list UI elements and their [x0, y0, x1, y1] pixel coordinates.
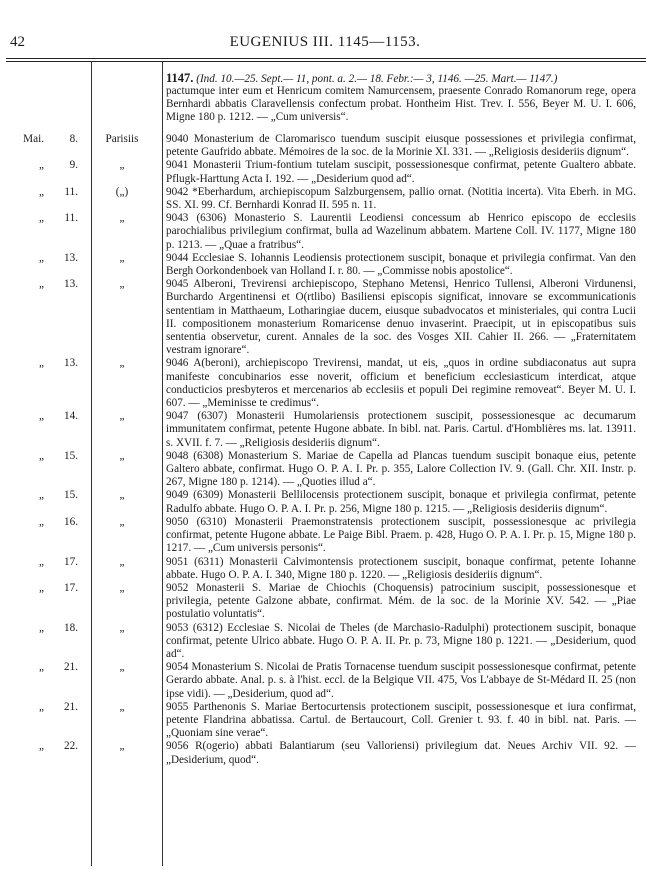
regest-entry: [0, 212, 650, 252]
regest-entry: [0, 410, 650, 450]
entry-month: „: [39, 621, 44, 634]
entry-text: 9053 (6312) Ecclesiae S. Nicolai de Theles (de Marchasio-Radulphi) protectionem suscipit, bonaque confirmat, petente Ulrico abbate. Hugo O. P. A. II. Pr. p. 73, Migne 180 p. 1221. — „Desiderium, quod ad“.: [166, 621, 636, 660]
year-number: 1147.: [166, 71, 194, 85]
regest-entry: [0, 516, 650, 556]
entry-place: „: [119, 410, 125, 423]
running-header: [0, 34, 650, 54]
regest-entry: [0, 556, 650, 582]
entry-text: 9048 (6308) Monasterium S. Mariae de Capella ad Plancas tuendum suscipit bonaque eius, petente Galtero abbate, confirmat. Hugo O. P. A. I. Pr. p. 355, Lalore Collection IV. 9. (Gall. Chr. XII. Instr. p. 267, Migne 180 p. 1214). — „Quoties illud a“.: [166, 449, 636, 489]
entry-month: „: [39, 159, 44, 172]
entry-place: „: [119, 449, 125, 462]
entry-text: 9041 Monasterii Trium-fontium tutelam suscipit, possessionesque confirmat, petente Gualtero abbate. Pflugk-Harttung Acta I. 192. — „Desiderium quod ad“.: [166, 159, 636, 185]
entry-month: „: [39, 251, 44, 264]
entry-day: 13.: [64, 251, 78, 264]
entry-month: „: [39, 740, 44, 753]
entry-day: 13.: [64, 278, 78, 291]
entry-day: 9.: [69, 159, 78, 172]
entry-text: 9049 (6309) Monasterii Bellilocensis protectionem suscipit, bonaque et privilegia confirmat, petente Radulfo abbate. Hugo O. P. A. I. Pr. p. 256, Migne 180 p. 1215. — „Religiosis desideriis dignum“.: [166, 489, 636, 515]
regest-entry: [0, 357, 650, 410]
entry-day: 15.: [64, 449, 78, 462]
regest-entry: [0, 252, 650, 278]
regest-entry: [0, 489, 650, 515]
entry-day: 16.: [64, 515, 78, 528]
entry-place: „: [119, 251, 125, 264]
header-rule-top: [6, 58, 646, 59]
regest-entry: [0, 582, 650, 622]
entry-day: 13.: [64, 357, 78, 370]
entry-month: „: [39, 410, 44, 423]
entry-month: „: [39, 661, 44, 674]
entry-place: „: [119, 661, 125, 674]
entry-place: „: [119, 212, 125, 225]
entry-place: „: [119, 740, 125, 753]
entry-day: 21.: [64, 700, 78, 713]
entry-day: 8.: [69, 133, 78, 145]
year-dates: (Ind. 10.—25. Sept.— 11, pont. a. 2.— 18. Febr.:— 3, 1146. —25. Mart.— 1147.): [196, 73, 558, 85]
entry-month: „: [39, 278, 44, 291]
regest-entry: [0, 186, 650, 212]
entry-place: „: [119, 515, 125, 528]
entry-text: 9046 A(beroni), archiepiscopo Trevirensi, mandat, ut eis, „quos in ordine subdiaconatus aut supra manifeste concubinarios esse noverit, officium et beneficium ecclesiasticum interdicat, atque conducticios presbyteros et mercenarios ab ecclesiis et populi Dei regimine removeat“. Beyer M. U. I. 607. — „Meminisse te credimus“.: [166, 357, 636, 410]
entry-month: „: [39, 700, 44, 713]
page-number: 42: [10, 34, 25, 50]
entry-text: 9040 Monasterium de Claromarisco tuendum suscipit eiusque possessiones et privilegia confirmat, petente Gaufrido abbate. Mémoires de la soc. de la Morinie XI. 331. — „Religiosis desideriis dignum“.: [166, 133, 636, 159]
entry-month: Mai.: [23, 133, 44, 145]
entry-day: 15.: [64, 489, 78, 502]
entry-text: 9056 R(ogerio) abbati Balantiarum (seu Valloriensi) privilegium dat. Neues Archiv VII. 92. — „Desiderium, quod“.: [166, 740, 636, 766]
entry-place: Parisiis: [105, 133, 139, 145]
entry-text: 9055 Parthenonis S. Mariae Bertocurtensis protectionem suscipit, possessionesque et iura confirmat, petente Flandrina abbatissa. Cartul. de Bertaucourt, Coll. Grenier t. 93. f. 40 in bibl. nat. Paris. — „Quoniam sine verae“.: [166, 700, 636, 740]
entry-month: „: [39, 185, 44, 198]
entry-text: 9043 (6306) Monasterio S. Laurentii Leodiensi concessum ab Henrico episcopo de ecclesiis parochialibus privilegium confirmat, bulla ad Wazelinum abbatem. Martene Coll. IV. 1177, Migne 180 p. 1213. — „Quae a fratribus“.: [166, 212, 636, 251]
regest-entry: [0, 661, 650, 701]
regest-entries: [0, 133, 650, 767]
entry-month: „: [39, 489, 44, 502]
entry-day: 11.: [64, 212, 78, 225]
regest-entry: [0, 159, 650, 185]
entry-place: „: [119, 159, 125, 172]
entry-text: 9044 Ecclesiae S. Iohannis Leodiensis protectionem suscipit, bonaque et privilegia confirmat. Van den Bergh Oorkondenboek van Holland I. r. 80. — „Commisse nobis apostolice“.: [166, 251, 636, 278]
entry-day: 21.: [64, 661, 78, 674]
entry-place: „: [119, 621, 125, 634]
entry-month: „: [39, 449, 44, 462]
entry-text: 9045 Alberoni, Trevirensi archiepiscopo, Stephano Metensi, Henrico Tullensi, Alberoni Virdunensi, Burchardo Argentinensi et O(rtlibo) Basiliensi episcopis significat, innovare se excommunicationis sententiam in Matthaeum, Lotharingiae ducem, eiusque subadvocatos et ministeriales, qui contra Lucii II. compositionem monasterium Romaricense denuo invaserint. Praecipit, ut in episcopatibus suis sententia observetur, curent. Annales de la soc. des Vosges XII. Cahier II. 266. — „Fraternitatem vestram ignorare“.: [166, 278, 636, 357]
entry-place: „: [119, 357, 125, 370]
regest-entry: [0, 622, 650, 662]
entry-day: 11.: [64, 185, 78, 198]
entry-day: 17.: [64, 581, 78, 594]
entry-month: „: [39, 212, 44, 225]
regest-entry: [0, 701, 650, 741]
entry-month: „: [39, 515, 44, 528]
entry-text: 9042 *Eberhardum, archiepiscopum Salzburgensem, pallio ornat. (Notitia incerta). Vita Eberh. in MG. SS. XI. 99. Cf. Bernhardi Konrad II. 595 n. 11.: [166, 185, 636, 212]
entry-text: 9047 (6307) Monasterii Humolariensis protectionem suscipit, possessionesque ac decumarum immunitatem confirmat, petente Hugone abbate. In bibl. nat. Paris. Cartul. d'Homblières ms. lat. 13911. s. XVII. f. 7. — „Religiosis desideriis dignum“.: [166, 410, 636, 449]
entry-month: „: [39, 357, 44, 370]
entry-day: 17.: [64, 555, 78, 568]
entry-place: „: [119, 278, 125, 291]
regest-entry: [0, 450, 650, 490]
running-title: EUGENIUS III. 1145—1153.: [229, 34, 421, 50]
entry-text: 9050 (6310) Monasterii Praemonstratensis protectionem suscipit, possessionesque ac privilegia confirmat, petente Hugone abbate. Le Paige Bibl. Praem. p. 428, Hugo O. P. A. I. Pr. p. 15, Migne 180 p. 1217. — „Cum universis personis“.: [166, 515, 636, 555]
regest-entry: [0, 278, 650, 357]
entry-place: („): [115, 185, 129, 198]
entry-place: „: [119, 489, 125, 502]
intro-paragraph: pactumque inter eum et Henricum comitem Namurcensem, praesente Conrado Romanorum rege, opera Bernhardi abbatis Claravellensis confectum probat. Hontheim Hist. Trev. I. 556, Beyer M. U. I. 606, Migne 180 p. 1212. — „Cum universis“.: [166, 85, 636, 124]
header-rule-bottom: [6, 61, 646, 62]
entry-place: „: [119, 700, 125, 713]
entry-text: 9052 Monasterii S. Mariae de Chiochis (Choquensis) patrocinium suscipit, possessionesque et privilegia, petente Galzone abbate, confirmat. Mém. de la soc. de la Morinie XV. 542. — „Piae postulatio voluntatis“.: [166, 581, 636, 621]
entry-text: 9051 (6311) Monasterii Calvimontensis protectionem suscipit, bonaque confirmat, petente Iohanne abbate. Hugo O. P. A. I. 340, Migne 180 p. 1220. — „Religiosis desideriis dignum“.: [166, 555, 636, 581]
entry-day: 18.: [64, 621, 78, 634]
entry-place: „: [119, 581, 125, 594]
entry-month: „: [39, 555, 44, 568]
entry-month: „: [39, 581, 44, 594]
entry-day: 22.: [64, 740, 78, 753]
entry-text: 9054 Monasterium S. Nicolai de Pratis Tornacense tuendum suscipit possessionesque confirmat, petente Gerardo abbate. Anal. p. s. à l'hist. eccl. de la Belgique VII. 475, Vos L'abbaye de St-Médard II. 25 (non ipse vidi). — „Desiderium, quod ad“.: [166, 661, 636, 700]
year-heading: [166, 72, 636, 86]
entry-day: 14.: [64, 410, 78, 423]
entry-place: „: [119, 555, 125, 568]
regest-entry: [0, 133, 650, 159]
regest-entry: [0, 740, 650, 766]
